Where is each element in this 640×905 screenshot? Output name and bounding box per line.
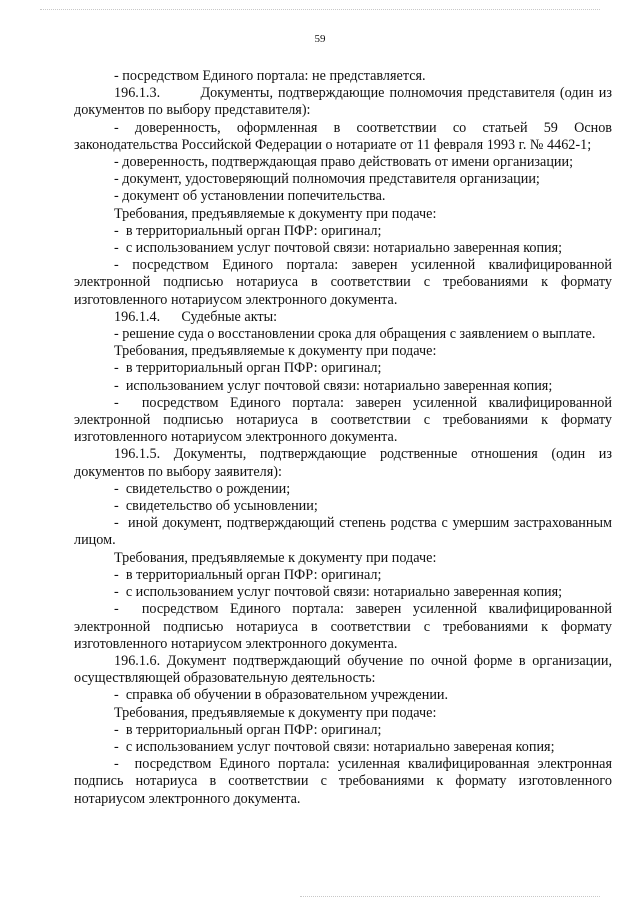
- list-item: - свидетельство о рождении;: [114, 480, 291, 497]
- list-item: - свидетельство об усыновлении;: [114, 498, 318, 515]
- list-item: - посредством Единого портала: заверен усиленной квалифицированной электронной подписью нотариуса в соответствии с требованиями к формату изготовленного нотариусом электронного документа.: [74, 394, 616, 446]
- section-heading-196-1-3: 196.1.3. Документы, подтверждающие полномочия представителя (один из документов по выбору представителя):: [74, 85, 616, 119]
- list-item: - посредством Единого портала: заверен усиленной квалифицированной электронной подписью нотариуса в соответствии с требованиями к формату изготовленного нотариусом электронного документа.: [74, 257, 612, 308]
- section-heading-196-1-5: 196.1.5. Документы, подтверждающие родственные отношения (один из документов по выбору заявителя):: [74, 446, 612, 480]
- paragraph: - посредством Единого портала: не представляется.: [114, 68, 426, 84]
- requirements-heading: Требования, предъявляемые к документу при подаче:: [114, 343, 437, 360]
- list-item: - с использованием услуг почтовой связи: нотариально заверенная копия;: [114, 584, 563, 601]
- requirements-heading: Требования, предъявляемые к документу при подаче:: [114, 704, 437, 721]
- list-item: - доверенность, подтверждающая право действовать от имени организации;: [114, 154, 574, 171]
- list-item: - документ, удостоверяющий полномочия представителя организации;: [114, 171, 540, 188]
- list-item: - справка об обучении в образовательном учреждении.: [114, 687, 449, 704]
- list-item: - с использованием услуг почтовой связи: нотариально завереная копия;: [114, 738, 555, 755]
- scan-edge-top: [40, 9, 600, 10]
- list-item: - решение суда о восстановлении срока для обращения с заявлением о выплате.: [114, 326, 596, 343]
- list-item: - в территориальный орган ПФР: оригинал;: [114, 360, 382, 377]
- requirements-heading: Требования, предъявляемые к документу при подаче:: [114, 549, 437, 566]
- list-item: - посредством Единого портала: заверен усиленной квалифицированной электронной подписью нотариуса в соответствии с требованиями к формату изготовленного нотариусом электронного документа.: [74, 601, 616, 652]
- list-item: - в территориальный орган ПФР: оригинал;: [114, 222, 382, 239]
- scan-edge-bottom: [300, 896, 600, 897]
- list-item: - использованием услуг почтовой связи: нотариально заверенная копия;: [114, 377, 553, 394]
- list-item: - в территориальный орган ПФР: оригинал;: [114, 721, 382, 738]
- list-item: - с использованием услуг почтовой связи: нотариально заверенная копия;: [114, 240, 563, 257]
- section-heading-196-1-4: 196.1.4. Судебные акты:: [114, 308, 278, 325]
- document-body: [74, 68, 616, 808]
- requirements-heading: Требования, предъявляемые к документу при подаче:: [114, 205, 437, 222]
- section-heading-196-1-6: 196.1.6. Документ подтверждающий обучение по очной форме в организации, осуществляющей образовательную деятельность:: [74, 652, 612, 687]
- list-item: - иной документ, подтверждающий степень родства с умершим застрахованным лицом.: [74, 515, 616, 549]
- list-item: - документ об установлении попечительства.: [114, 188, 386, 205]
- list-item: - посредством Единого портала: усиленная квалифицированная электронная подпись нотариуса в соответствии с требованиями к формату изготовленного нотариусом электронного документа.: [74, 756, 616, 807]
- page-number: 59: [314, 33, 326, 45]
- list-item: - доверенность, оформленная в соответствии со статьей 59 Основ законодательства Российской Федерации о нотариате от 11 февраля 1993 г. № 4462-1;: [74, 119, 612, 153]
- list-item: - в территориальный орган ПФР: оригинал;: [114, 566, 382, 583]
